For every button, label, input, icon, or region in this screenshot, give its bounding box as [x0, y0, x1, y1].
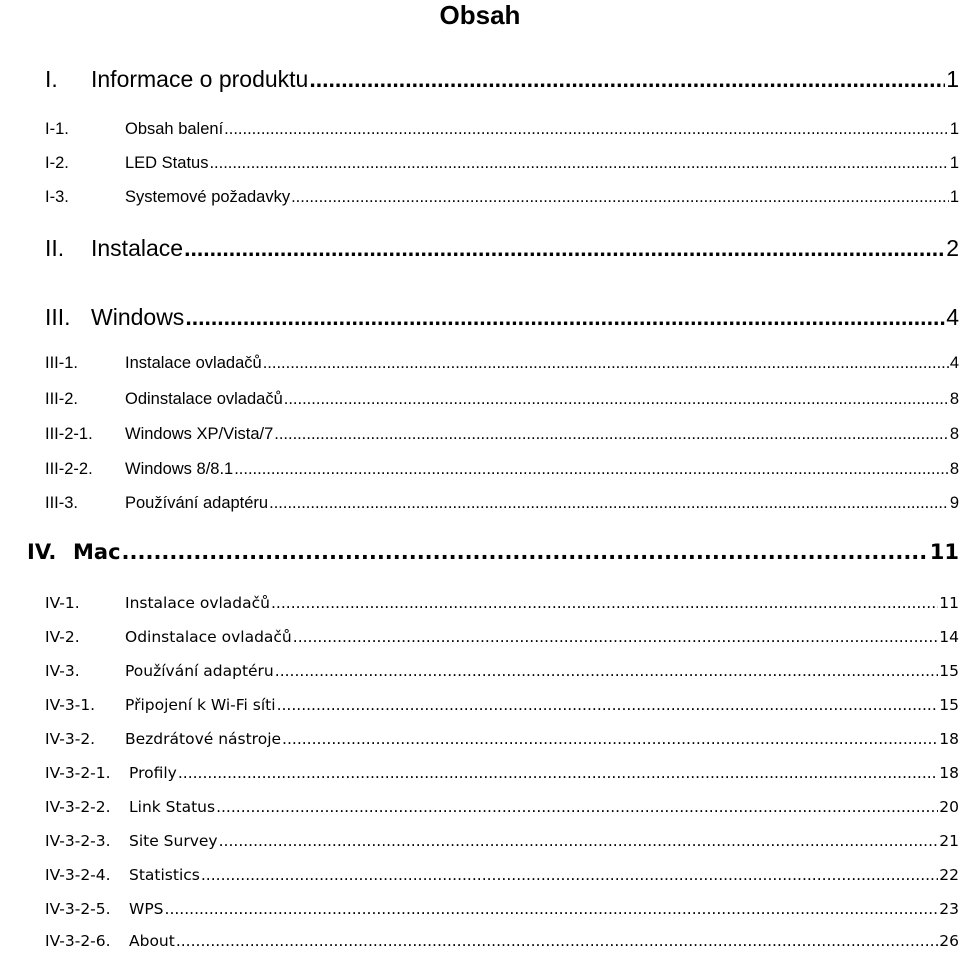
toc-leader-dots	[274, 425, 949, 444]
toc-entry-number: IV-3-1.	[45, 696, 96, 714]
toc-entry-subsection[interactable]	[45, 832, 959, 850]
toc-entry-number: IV-2.	[45, 628, 80, 646]
toc-leader-dots	[219, 832, 939, 850]
toc-entry-title: Site Survey	[129, 832, 218, 850]
toc-entry-number: I.	[45, 66, 58, 92]
toc-entry-page: 23	[939, 900, 959, 918]
toc-entry-title: About	[129, 932, 175, 950]
toc-leader-dots	[122, 540, 929, 564]
toc-leader-dots	[309, 66, 945, 93]
toc-entry-number: III.	[45, 304, 71, 330]
toc-entry-title: Systemové požadavky	[125, 188, 291, 206]
toc-entry-subsection[interactable]	[45, 730, 959, 748]
toc-leader-dots	[263, 354, 949, 373]
toc-leader-dots	[224, 120, 949, 139]
toc-entry-title: Instalace ovladačů	[125, 354, 262, 372]
toc-leader-dots	[184, 235, 945, 262]
toc-entry-subsection[interactable]	[45, 390, 959, 409]
toc-entry-subsection[interactable]	[45, 798, 959, 816]
toc-entry-page: 11	[939, 594, 959, 612]
toc-entry-page: 4	[946, 304, 959, 330]
toc-entry-page: 8	[949, 390, 959, 408]
toc-entry-page: 22	[939, 866, 959, 884]
toc-entry-title: Instalace	[91, 235, 184, 261]
toc-entry-title: Windows XP/Vista/7	[125, 425, 274, 443]
toc-entry-number: IV-3-2-2.	[45, 798, 111, 816]
toc-entry-number: IV-3-2-1.	[45, 764, 111, 782]
toc-entry-title: Windows 8/8.1	[125, 460, 234, 478]
toc-entry-section[interactable]	[45, 304, 959, 331]
toc-leader-dots	[209, 154, 948, 173]
toc-entry-title: Informace o produktu	[91, 66, 309, 92]
toc-entry-subsection[interactable]	[45, 866, 959, 884]
toc-entry-subsection[interactable]	[45, 188, 959, 207]
toc-entry-page: 8	[949, 460, 959, 478]
toc-entry-number: III-3.	[45, 494, 79, 512]
toc-leader-dots	[293, 628, 939, 646]
toc-entry-subsection[interactable]	[45, 354, 959, 373]
toc-entry-title: Windows	[91, 304, 185, 330]
toc-entry-subsection[interactable]	[45, 154, 959, 173]
toc-entry-title: Link Status	[129, 798, 216, 816]
toc-entry-page: 15	[939, 696, 959, 714]
toc-leader-dots	[216, 798, 938, 816]
toc-entry-page: 2	[946, 235, 959, 261]
toc-leader-dots	[201, 866, 938, 884]
toc-leader-dots	[284, 390, 949, 409]
toc-leader-dots	[165, 900, 939, 918]
toc-entry-title: Připojení k Wi-Fi síti	[125, 696, 276, 714]
toc-leader-dots	[275, 662, 939, 680]
toc-entry-page: 21	[939, 832, 959, 850]
toc-entry-page: 1	[949, 120, 959, 138]
toc-entry-title: Bezdrátové nástroje	[125, 730, 282, 748]
toc-entry-number: III-2-2.	[45, 460, 93, 478]
page-title: Obsah	[439, 0, 521, 30]
toc-entry-subsection[interactable]	[45, 662, 959, 680]
toc-entry-page: 1	[946, 66, 959, 92]
toc-entry-page: 4	[949, 354, 959, 372]
toc-entry-number: IV-3-2.	[45, 730, 96, 748]
toc-entry-title: Instalace ovladačů	[125, 594, 270, 612]
toc-entry-page: 15	[939, 662, 959, 680]
toc-entry-title: Používání adaptéru	[125, 494, 269, 512]
toc-entry-subsection[interactable]	[45, 425, 959, 444]
toc-leader-dots	[178, 764, 938, 782]
toc-leader-dots	[282, 730, 938, 748]
toc-entry-title: LED Status	[125, 154, 209, 172]
toc-entry-number: IV-1.	[45, 594, 80, 612]
toc-entry-page: 1	[949, 188, 959, 206]
toc-entry-subsection[interactable]	[45, 494, 959, 513]
toc-entry-page: 26	[939, 932, 959, 950]
toc-leader-dots	[271, 594, 938, 612]
toc-entry-subsection[interactable]	[45, 696, 959, 714]
toc-entry-number: IV-3-2-3.	[45, 832, 111, 850]
toc-entry-page: 20	[939, 798, 959, 816]
toc-leader-dots	[185, 304, 945, 331]
toc-entry-number: I-2.	[45, 154, 69, 172]
toc-entry-subsection[interactable]	[45, 120, 959, 139]
toc-entry-number: II.	[45, 235, 65, 261]
toc-entry-number: IV-3-2-6.	[45, 932, 111, 950]
toc-entry-title: Odinstalace ovladačů	[125, 628, 292, 646]
toc-entry-subsection[interactable]	[45, 764, 959, 782]
toc-entry-subsection[interactable]	[45, 460, 959, 479]
toc-entry-number: IV-3.	[45, 662, 80, 680]
toc-entry-title: Statistics	[129, 866, 200, 884]
toc-entry-page: 18	[939, 764, 959, 782]
toc-entry-subsection[interactable]	[45, 594, 959, 612]
toc-entry-number: III-1.	[45, 354, 79, 372]
toc-leader-dots	[277, 696, 939, 714]
toc-entry-section[interactable]	[27, 540, 959, 564]
toc-entry-section[interactable]	[45, 66, 959, 93]
toc-entry-title: WPS	[129, 900, 164, 918]
toc-entry-title: Obsah balení	[125, 120, 224, 138]
toc-entry-page: 14	[939, 628, 959, 646]
toc-entry-subsection[interactable]	[45, 932, 959, 950]
toc-entry-title: Profily	[129, 764, 177, 782]
toc-entry-section[interactable]	[45, 235, 959, 262]
toc-entry-number: III-2-1.	[45, 425, 93, 443]
toc-entry-page: 9	[949, 494, 959, 512]
toc-entry-subsection[interactable]	[45, 628, 959, 646]
toc-entry-number: IV.	[27, 540, 57, 564]
toc-entry-title: Používání adaptéru	[125, 662, 274, 680]
toc-entry-page: 8	[949, 425, 959, 443]
toc-entry-number: III-2.	[45, 390, 79, 408]
toc-leader-dots	[291, 188, 949, 207]
toc-entry-subsection[interactable]	[45, 900, 959, 918]
toc-entry-title: Odinstalace ovladačů	[125, 390, 283, 408]
toc-entry-page: 18	[939, 730, 959, 748]
toc-entry-page: 1	[949, 154, 959, 172]
toc-entry-title: Mac	[73, 540, 121, 564]
toc-entry-number: I-3.	[45, 188, 69, 206]
toc-leader-dots	[176, 932, 938, 950]
toc-leader-dots	[269, 494, 949, 513]
toc-leader-dots	[234, 460, 949, 479]
toc-entry-number: IV-3-2-4.	[45, 866, 111, 884]
toc-entry-number: IV-3-2-5.	[45, 900, 111, 918]
toc-entry-page: 11	[929, 540, 959, 564]
toc-entry-number: I-1.	[45, 120, 69, 138]
